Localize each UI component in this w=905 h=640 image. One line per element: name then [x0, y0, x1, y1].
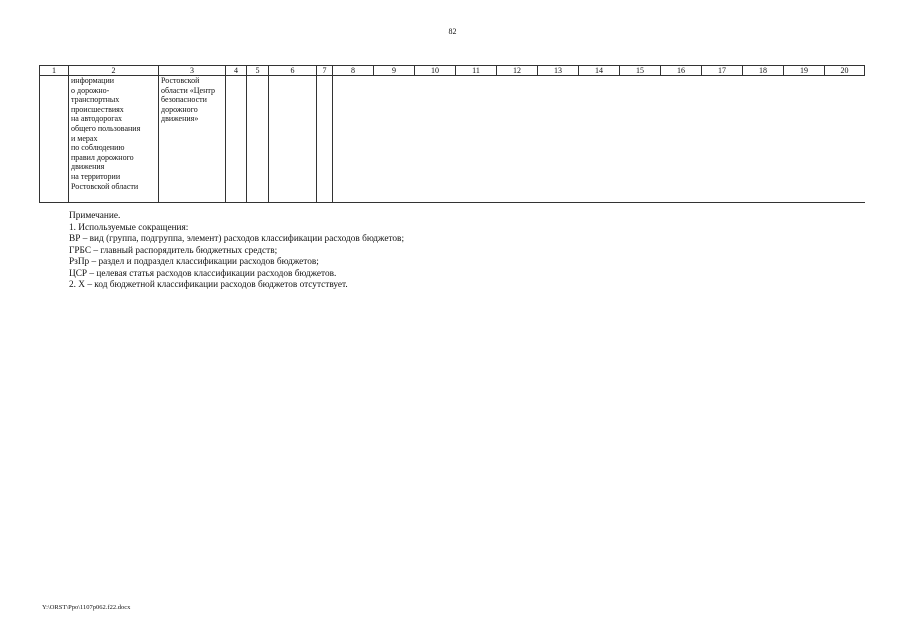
notes-line: ЦСР – целевая статья расходов классификации расходов бюджетов. — [69, 268, 337, 279]
table-cell-empty — [269, 76, 317, 203]
notes-line: 1. Используемые сокращения: — [69, 222, 189, 233]
table-row — [40, 76, 865, 203]
header-cell: 14 — [579, 66, 620, 76]
table-cell-empty — [247, 76, 269, 203]
header-cell: 2 — [69, 66, 159, 76]
table-cell-empty — [333, 76, 865, 203]
table-cell-executor: Ростовской области «Центр безопасности дорожного движения» — [159, 76, 226, 203]
header-cell: 15 — [620, 66, 661, 76]
header-cell: 10 — [415, 66, 456, 76]
header-cell: 11 — [456, 66, 497, 76]
header-cell: 3 — [159, 66, 226, 76]
notes-title: Примечание. — [69, 211, 121, 221]
file-path-footer: Y:\ORST\Ppo\1107p062.f22.docx — [42, 604, 131, 611]
header-cell: 4 — [226, 66, 247, 76]
notes-line: ГРБС – главный распорядитель бюджетных средств; — [69, 245, 278, 256]
notes-block — [69, 211, 404, 292]
header-cell: 13 — [538, 66, 579, 76]
header-cell: 12 — [497, 66, 538, 76]
header-cell: 20 — [825, 66, 865, 76]
table-cell-description: информации о дорожно- транспортных происшествиях на автодорогах общего пользования и мерах по соблюдению правил дорожного движения на территории Ростовской области — [69, 76, 159, 203]
table-cell-empty — [317, 76, 333, 203]
header-cell: 1 — [40, 66, 69, 76]
header-cell: 16 — [661, 66, 702, 76]
budget-table — [39, 65, 865, 203]
header-cell: 8 — [333, 66, 374, 76]
header-cell: 6 — [269, 66, 317, 76]
header-cell: 17 — [702, 66, 743, 76]
header-cell: 7 — [317, 66, 333, 76]
table-cell-empty — [40, 76, 69, 203]
header-cell: 19 — [784, 66, 825, 76]
table-cell-empty — [226, 76, 247, 203]
notes-line: РзПр – раздел и подраздел классификации расходов бюджетов; — [69, 257, 319, 267]
header-cell: 9 — [374, 66, 415, 76]
notes-line: ВР – вид (группа, подгруппа, элемент) расходов классификации расходов бюджетов; — [69, 234, 405, 244]
header-cell: 18 — [743, 66, 784, 76]
table-header-row — [40, 66, 865, 76]
header-cell: 5 — [247, 66, 269, 76]
notes-line: 2. Х – код бюджетной классификации расходов бюджетов отсутствует. — [69, 280, 348, 290]
page-number: 82 — [448, 27, 457, 36]
